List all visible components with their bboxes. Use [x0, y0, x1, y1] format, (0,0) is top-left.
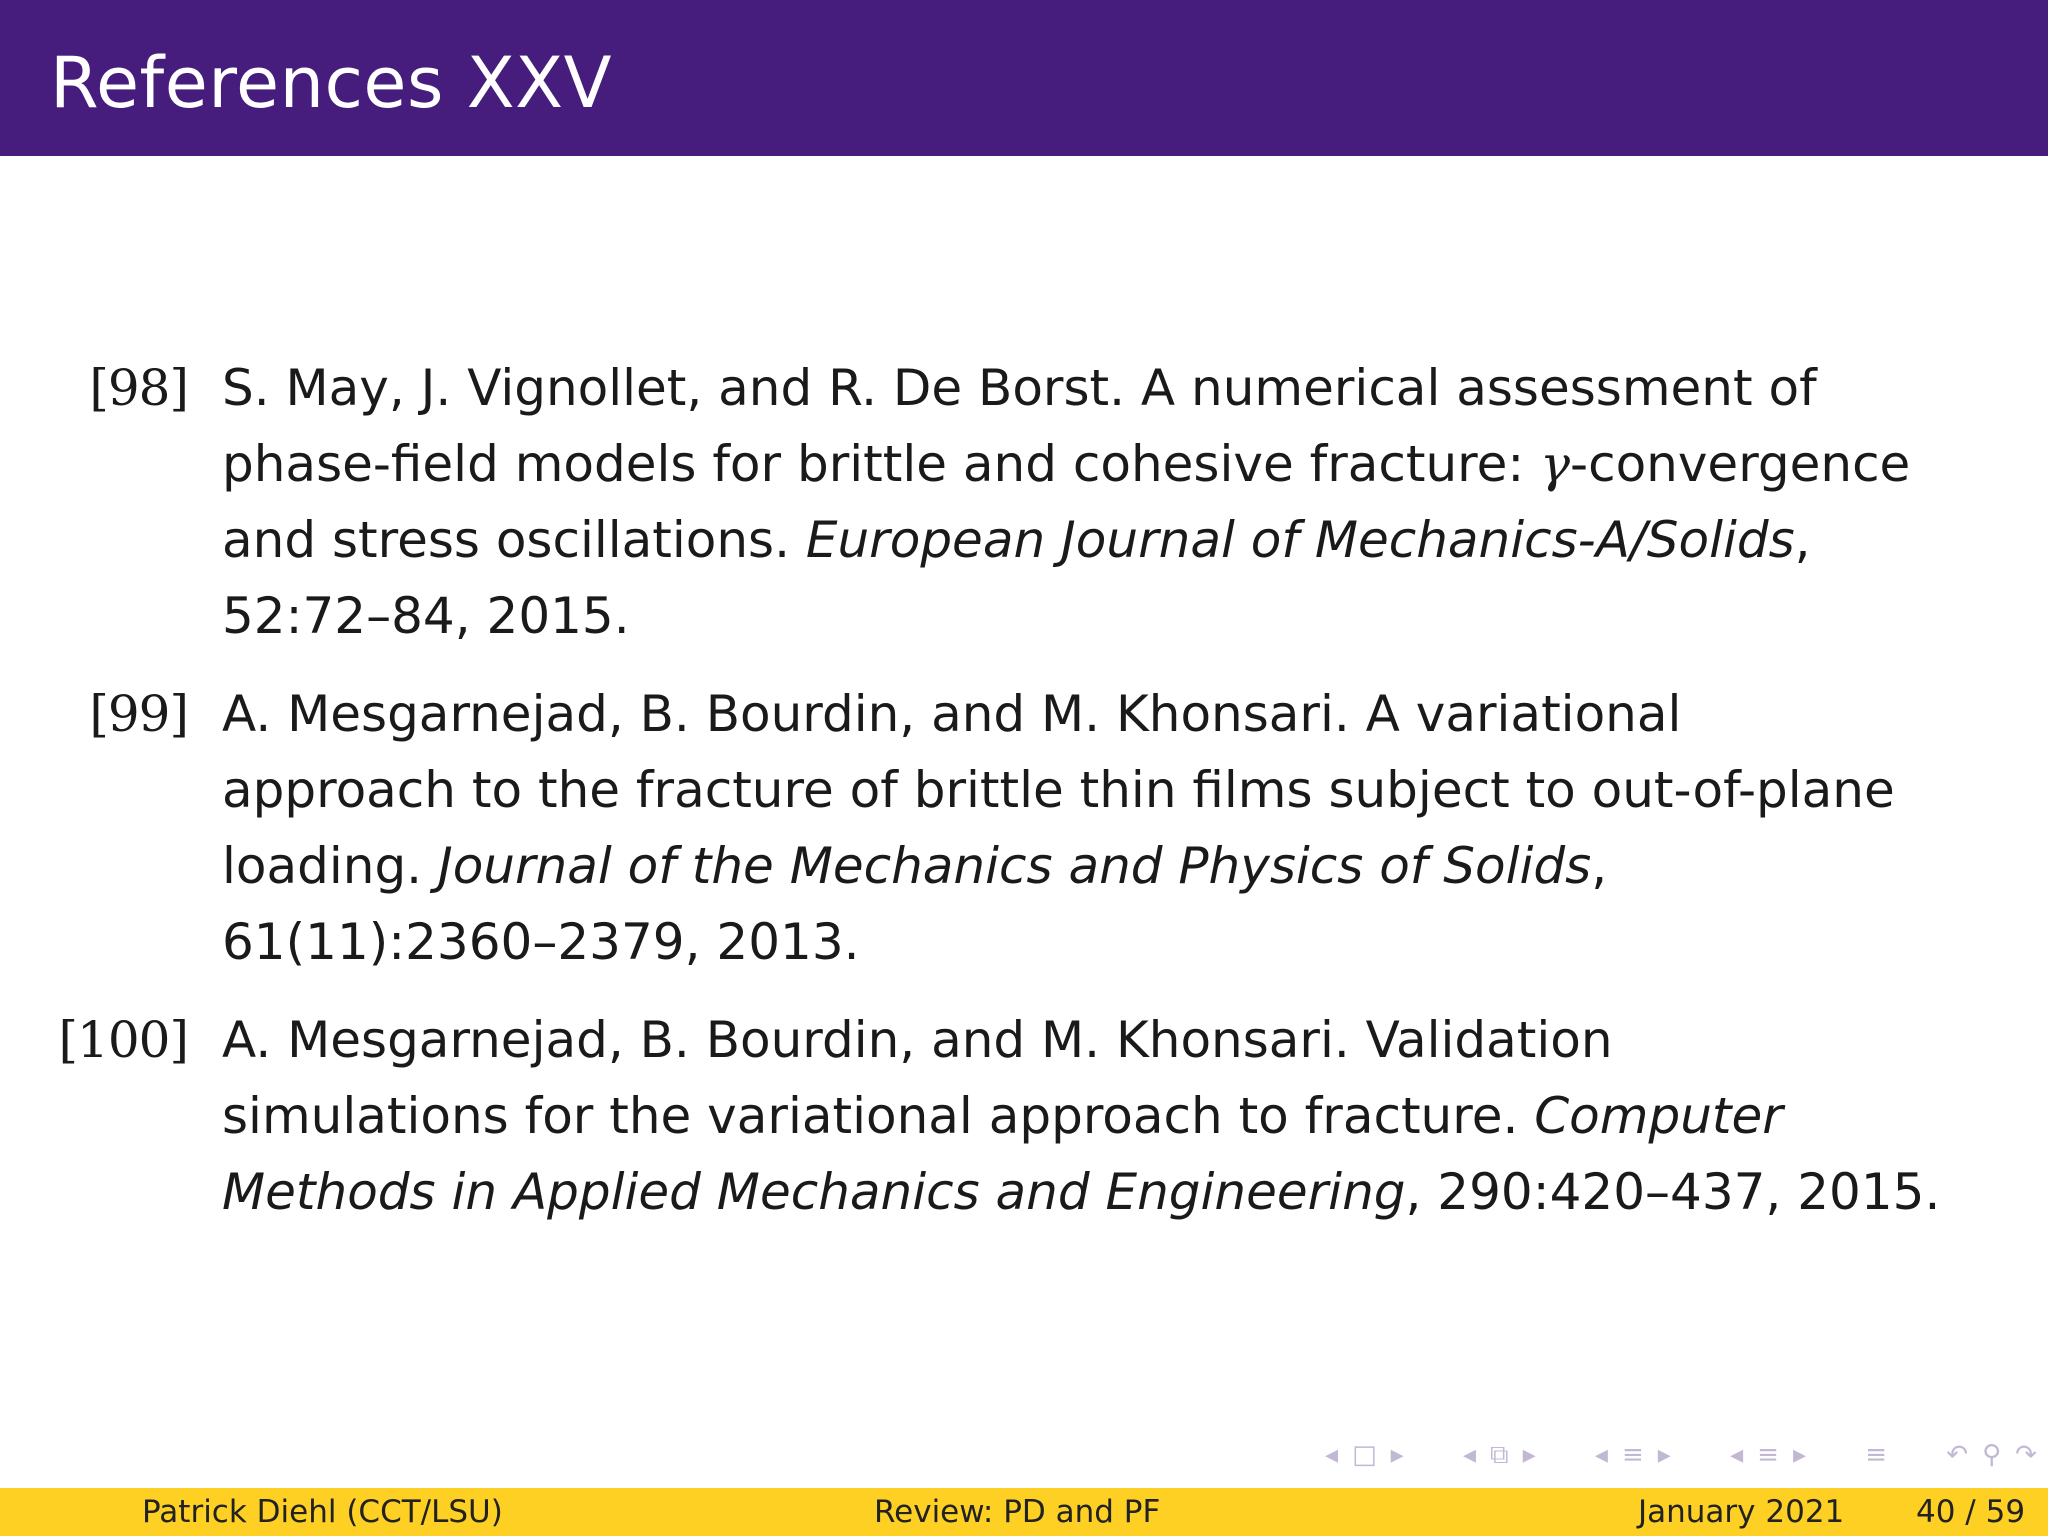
reference-line: [222, 676, 2012, 752]
text-segment: 52:72–84, 2015.: [222, 587, 630, 645]
text-segment: -convergence: [1570, 435, 1911, 493]
text-segment: , 290:420–437, 2015.: [1405, 1163, 1941, 1221]
reference-line: [222, 1154, 2012, 1230]
text-segment: 61(11):2360–2379, 2013.: [222, 913, 860, 971]
nav-back-icon[interactable]: ↶: [1946, 1440, 1969, 1470]
nav-prev-frame-icon[interactable]: ◂: [1462, 1440, 1477, 1470]
nav-frame-icon[interactable]: ⧉: [1490, 1439, 1509, 1470]
text-segment: phase-field models for brittle and cohesive fracture:: [222, 435, 1541, 493]
reference-line: [222, 752, 2012, 828]
reference-line: [222, 426, 2012, 502]
reference-text: [222, 350, 2012, 654]
text-segment: S. May, J. Vignollet, and R. De Borst. A numerical assessment of: [222, 359, 1817, 417]
nav-prev-slide-icon[interactable]: ◂: [1325, 1440, 1339, 1470]
reference-line: [222, 904, 2012, 980]
nav-section-group[interactable]: [1730, 1440, 1806, 1470]
math-symbol: γ: [1540, 435, 1571, 493]
reference-number: [99]: [89, 685, 188, 743]
reference-number: [98]: [89, 359, 188, 417]
reference-line: [222, 502, 2012, 578]
nav-next-frame-icon[interactable]: ▸: [1522, 1440, 1536, 1470]
title-bar: [0, 0, 2048, 156]
italic-text: Computer: [1534, 1087, 1783, 1145]
nav-next-subsection-icon[interactable]: ▸: [1657, 1440, 1671, 1470]
text-segment: ,: [1794, 511, 1811, 569]
text-segment: and stress oscillations.: [222, 511, 806, 569]
italic-text: Journal of the Mechanics and Physics of Solids: [437, 837, 1592, 895]
footer-author: Patrick Diehl (CCT/LSU): [142, 1494, 503, 1530]
reference-number: [100]: [58, 1011, 188, 1069]
nav-next-section-icon[interactable]: ▸: [1792, 1440, 1806, 1470]
text-segment: simulations for the variational approach to fracture.: [222, 1087, 1535, 1145]
text-segment: ,: [1591, 837, 1608, 895]
nav-frame-group[interactable]: [1463, 1440, 1536, 1471]
reference-line: [222, 828, 2012, 904]
footer-date: January 2021: [1638, 1494, 1845, 1530]
reference-text: [222, 676, 2012, 980]
reference-line: [222, 1078, 2012, 1154]
nav-outline-group[interactable]: [1865, 1440, 1887, 1470]
nav-prev-subsection-icon[interactable]: ◂: [1594, 1440, 1608, 1470]
reference-text: [222, 1002, 2012, 1230]
nav-outline-icon[interactable]: ≡: [1865, 1440, 1888, 1470]
nav-subsection-icon[interactable]: ≡: [1621, 1440, 1644, 1470]
slide-title: References XXV: [50, 42, 613, 124]
beamer-navigation-symbols: [1325, 1438, 2037, 1472]
italic-text: European Journal of Mechanics-A/Solids: [805, 511, 1795, 569]
reference-line: [222, 1002, 2012, 1078]
reference-line: [222, 578, 2012, 654]
nav-slide-icon[interactable]: □: [1352, 1440, 1377, 1470]
reference-line: [222, 350, 2012, 426]
nav-prev-section-icon[interactable]: ◂: [1730, 1440, 1744, 1470]
nav-search-icon[interactable]: ⚲: [1982, 1440, 2002, 1470]
text-segment: A. Mesgarnejad, B. Bourdin, and M. Khonsari. A variational: [222, 685, 1682, 743]
footer-bar: [0, 1488, 2048, 1536]
nav-forward-icon[interactable]: ↷: [2015, 1440, 2037, 1470]
nav-search-group[interactable]: [1946, 1440, 2037, 1470]
nav-slide-group[interactable]: [1325, 1440, 1404, 1470]
nav-section-icon[interactable]: ≡: [1757, 1440, 1779, 1470]
text-segment: loading.: [222, 837, 438, 895]
text-segment: approach to the fracture of brittle thin films subject to out-of-plane: [222, 761, 1895, 819]
text-segment: A. Mesgarnejad, B. Bourdin, and M. Khonsari. Validation: [222, 1011, 1613, 1069]
nav-next-slide-icon[interactable]: ▸: [1390, 1440, 1404, 1470]
footer-short-title: Review: PD and PF: [874, 1494, 1161, 1530]
italic-text: Methods in Applied Mechanics and Engineering: [222, 1163, 1406, 1221]
footer-page-number: 40 / 59: [1916, 1494, 2026, 1530]
nav-subsection-group[interactable]: [1595, 1440, 1671, 1470]
